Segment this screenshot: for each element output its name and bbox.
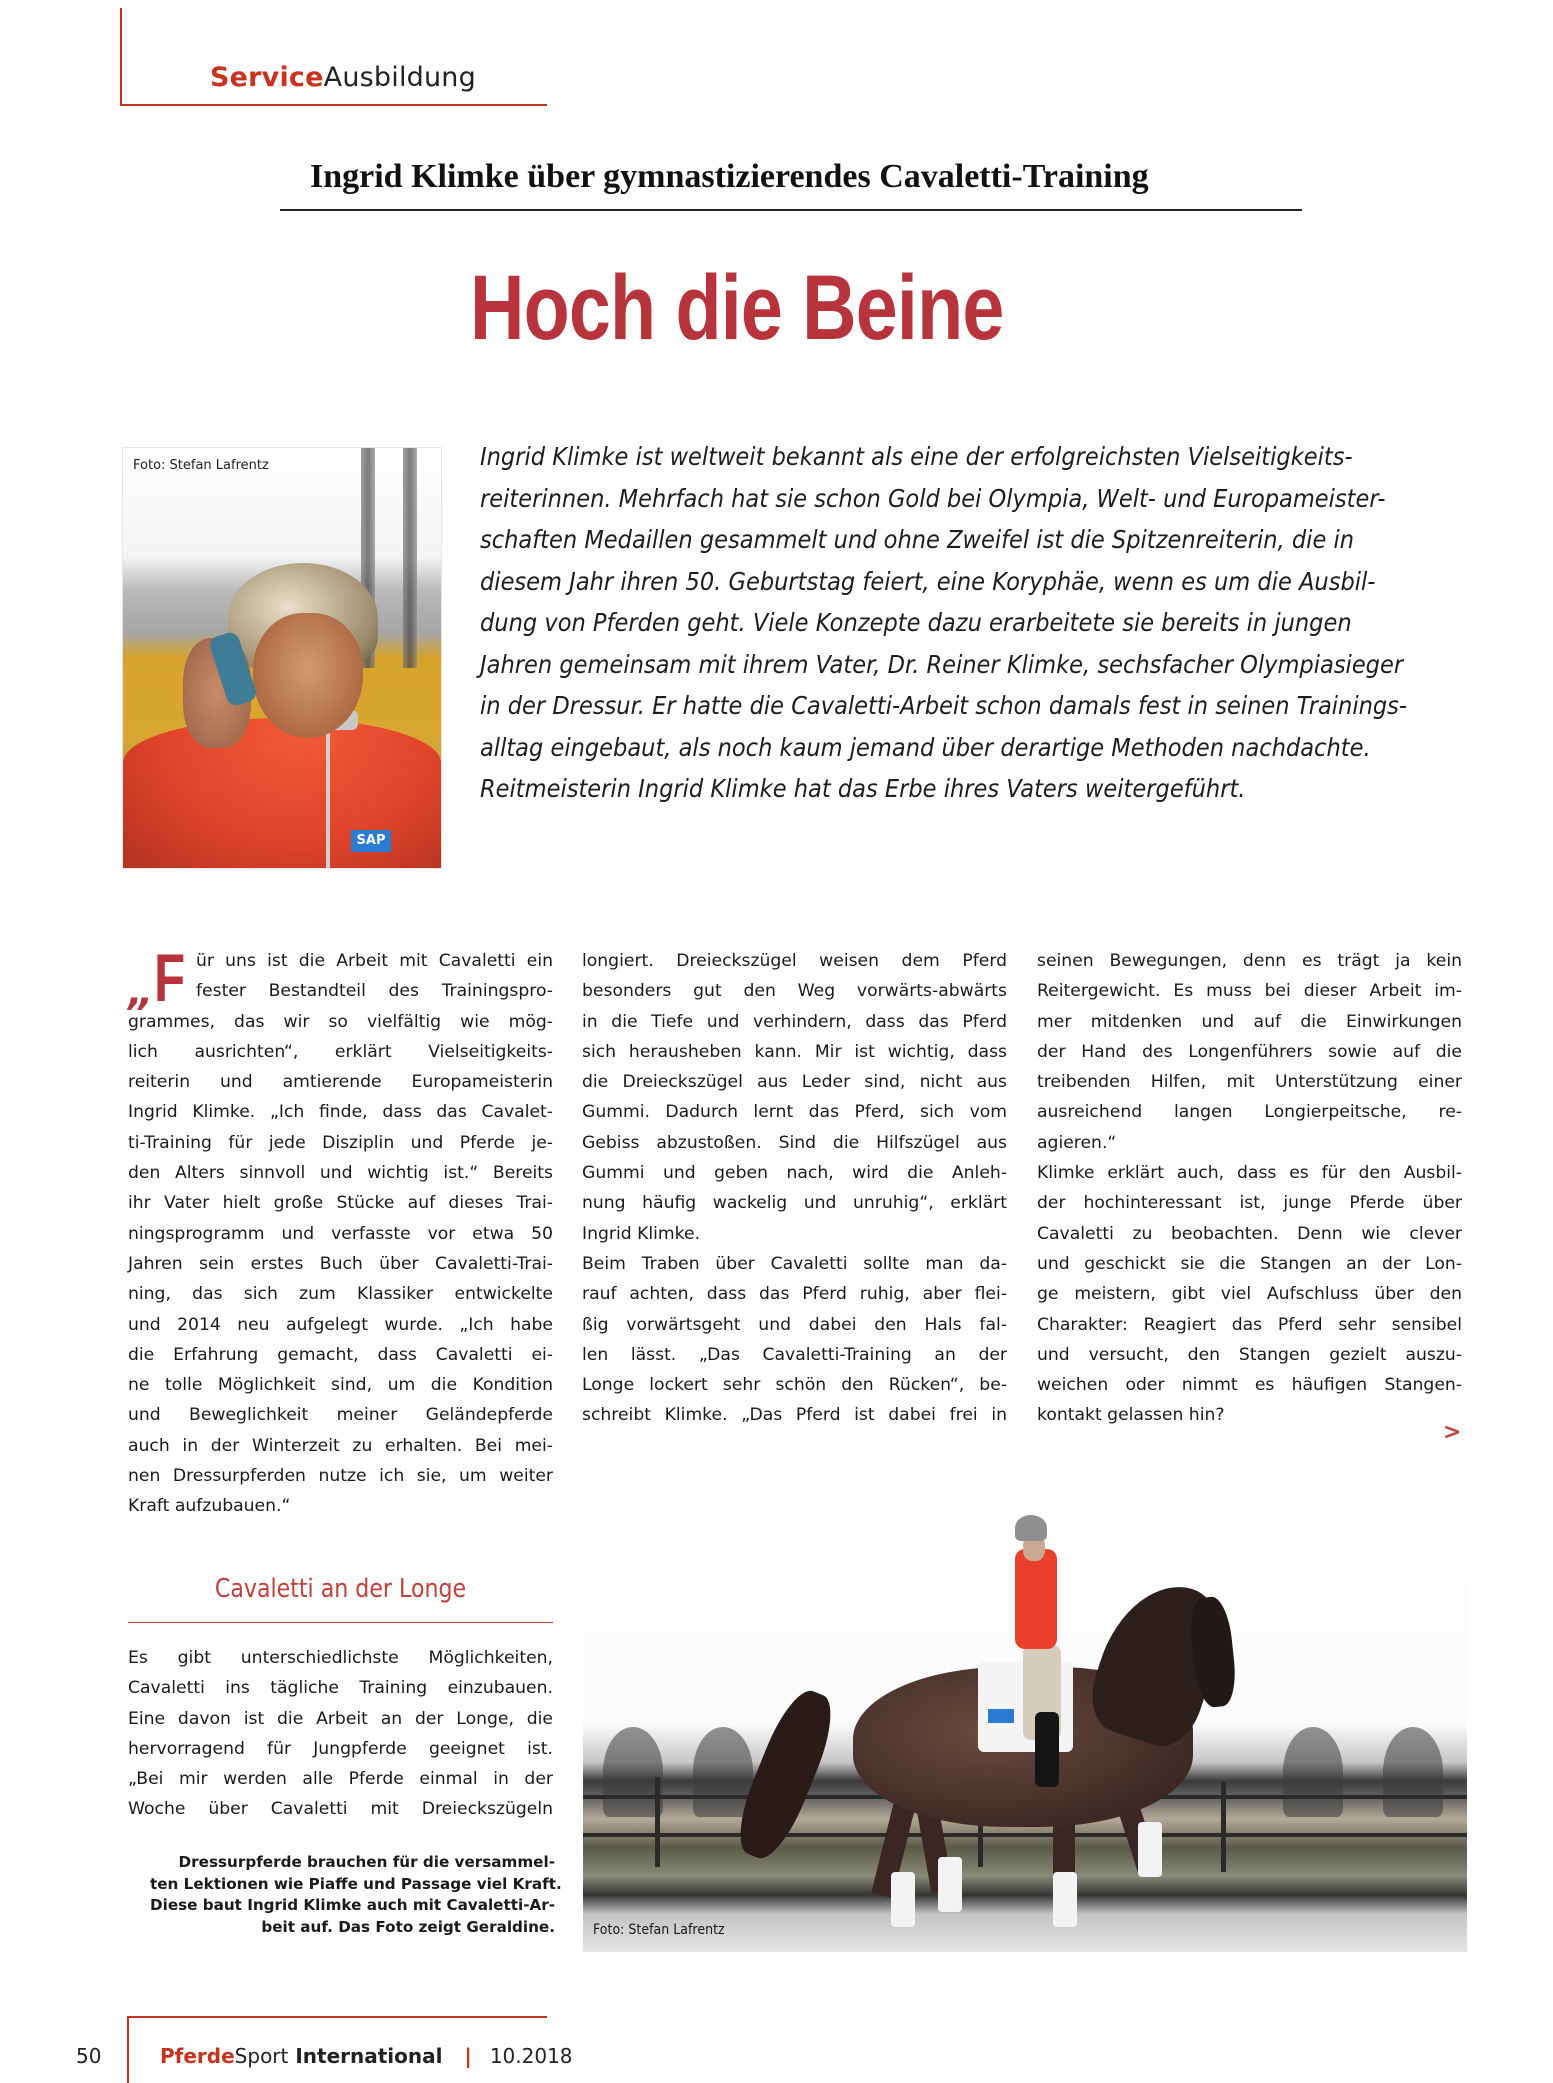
- body-line: Gummi und geben nach, wird die Anleh-: [582, 1163, 1007, 1184]
- intro-line: diesem Jahr ihren 50. Geburtstag feiert, eine Koryphäe, wenn es um die Ausbil-: [480, 566, 1376, 596]
- tree: [693, 1727, 753, 1817]
- section-label-bold: Service: [210, 62, 324, 93]
- publication-name-part1: Pferde: [160, 2044, 235, 2068]
- tree: [603, 1727, 663, 1817]
- subheading-rule: [128, 1622, 553, 1623]
- intro-line: schaften Medaillen gesammelt und ohne Zweifel ist die Spitzenreiterin, die in: [480, 525, 1355, 554]
- rider-boot: [1035, 1712, 1059, 1787]
- sap-logo: SAP: [351, 830, 391, 852]
- body-line: len lässt. „Das Cavaletti-Training an der: [582, 1344, 1007, 1365]
- fence-post: [655, 1777, 660, 1867]
- intro-paragraph: [480, 436, 1408, 810]
- body-line: Kraft aufzubauen.“: [128, 1496, 291, 1517]
- body-line: Cavaletti ins tägliche Training einzubauen.: [128, 1678, 553, 1699]
- tree: [1383, 1727, 1443, 1817]
- column-1: [128, 940, 553, 1522]
- body-line: die Dreieckszügel aus Leder sind, nicht aus: [582, 1072, 1007, 1093]
- column-2: [582, 946, 1007, 1431]
- body-line: den Alters sinnvoll und wichtig ist.“ Bereits: [128, 1163, 553, 1184]
- footer-rule-vertical: [127, 2016, 129, 2083]
- leg-bandage: [938, 1857, 962, 1912]
- footer-separator: |: [464, 2044, 472, 2068]
- body-line: ti-Training für jede Disziplin und Pferde je-: [128, 1132, 553, 1153]
- body-line: nung häufig wackelig und unruhig“, erklärt: [582, 1193, 1007, 1214]
- body-line: Es gibt unterschiedlichste Möglichkeiten,: [128, 1648, 553, 1668]
- body-line: und Beweglichkeit meiner Geländepferde: [128, 1405, 553, 1426]
- footer-rule-horizontal: [127, 2016, 547, 2018]
- drop-cap-letter: F: [154, 940, 186, 1016]
- fence-rail: [583, 1833, 1467, 1837]
- body-line: auch in der Winterzeit zu erhalten. Bei mei-: [128, 1435, 553, 1456]
- body-line: Klimke erklärt auch, dass es für den Ausbil-: [1037, 1163, 1462, 1184]
- fence-post: [1221, 1782, 1226, 1872]
- caption-line: Diese baut Ingrid Klimke auch mit Cavaletti-Ar-: [150, 1896, 556, 1914]
- body-line: hervorragend für Jungpferde geeignet ist.: [128, 1738, 553, 1759]
- portrait-photo: [122, 447, 442, 869]
- body-line: grammes, das wir so vielfältig wie mög-: [128, 1011, 553, 1032]
- section-rule-horizontal: [120, 104, 547, 106]
- body-line: Gebiss abzustoßen. Sind die Hilfszügel aus: [582, 1132, 1007, 1153]
- body-line: „Bei mir werden alle Pferde einmal in der: [128, 1769, 553, 1790]
- body-line: kontakt gelassen hin?: [1037, 1405, 1225, 1426]
- caption-line: beit auf. Das Foto zeigt Geraldine.: [261, 1917, 555, 1936]
- body-line: Charakter: Reagiert das Pferd sehr sensibel: [1037, 1314, 1462, 1335]
- body-line: ür uns ist die Arbeit mit Cavaletti ein: [196, 951, 553, 971]
- body-line: rauf achten, dass das Pferd ruhig, aber flei-: [582, 1284, 1007, 1305]
- caption-line: Dressurpferde brauchen für die versammel-: [178, 1853, 555, 1871]
- jacket-zip: [326, 723, 330, 868]
- body-line: Jahren sein erstes Buch über Cavaletti-Trai-: [128, 1253, 553, 1274]
- body-line: fester Bestandteil des Trainingspro-: [196, 981, 553, 1002]
- body-line: und geschickt sie die Stangen an der Lon-: [1037, 1253, 1462, 1274]
- page-number: 50: [76, 2044, 102, 2068]
- intro-line: reiterinnen. Mehrfach hat sie schon Gold bei Olympia, Welt- und Europameister-: [480, 483, 1386, 513]
- horse-photo: [583, 1477, 1467, 1952]
- drop-cap-quote: „: [128, 969, 154, 1015]
- intro-line: Ingrid Klimke ist weltweit bekannt als eine der erfolgreichsten Vielseitigkeits-: [480, 442, 1353, 471]
- background-pillar: [403, 448, 417, 668]
- body-line: seinen Bewegungen, denn es trägt ja kein: [1037, 951, 1462, 971]
- body-line: ausreichend langen Longierpeitsche, re-: [1037, 1102, 1462, 1123]
- caption-line: ten Lektionen wie Piaffe und Passage viel Kraft.: [150, 1874, 562, 1893]
- section-label: [210, 62, 476, 93]
- body-line: ihr Vater hielt große Stücke auf dieses Trai-: [128, 1193, 553, 1214]
- leg-bandage: [1138, 1822, 1162, 1877]
- body-line: Longe lockert sehr schön den Rücken“, be-: [582, 1375, 1007, 1396]
- publication-name-part2: Sport: [234, 2044, 289, 2068]
- body-line: der hochinteressant ist, junge Pferde über: [1037, 1193, 1462, 1214]
- rider-helmet: [1015, 1515, 1047, 1541]
- issue-date: 10.2018: [489, 2044, 573, 2068]
- body-line: ningsprogramm und verfasste vor etwa 50: [128, 1223, 553, 1244]
- photo-credit: Foto: Stefan Lafrentz: [133, 458, 269, 473]
- publication-footer: [160, 2044, 573, 2068]
- column-1-continued: [128, 1643, 553, 1825]
- headline: Hoch die Beine: [470, 257, 1004, 359]
- photo-caption: [150, 1852, 562, 1938]
- body-line: ning, das sich zum Klassiker entwickelte: [128, 1284, 553, 1305]
- body-line: Reitergewicht. Es muss bei dieser Arbeit im-: [1037, 981, 1462, 1002]
- body-line: Gummi. Dadurch lernt das Pferd, sich vom: [582, 1102, 1007, 1123]
- face: [253, 613, 363, 738]
- body-line: Ingrid Klimke.: [582, 1223, 701, 1244]
- tree: [1283, 1727, 1343, 1817]
- body-line: besonders gut den Weg vorwärts-abwärts: [582, 981, 1007, 1002]
- body-line: der Hand des Longenführers sowie auf die: [1037, 1041, 1462, 1062]
- subheading: Cavaletti an der Longe: [214, 1574, 467, 1604]
- kicker-rule: [280, 209, 1302, 211]
- intro-line: in der Dressur. Er hatte die Cavaletti-Arbeit schon damals fest in seinen Trainings-: [480, 691, 1408, 720]
- intro-line: dung von Pferden geht. Viele Konzepte dazu erarbeitete sie bereits in jungen: [480, 608, 1352, 637]
- body-line: Beim Traben über Cavaletti sollte man da-: [582, 1253, 1007, 1274]
- leg-bandage: [891, 1872, 915, 1927]
- intro-line: Jahren gemeinsam mit ihrem Vater, Dr. Reiner Klimke, sechsfacher Olympiasieger: [480, 649, 1404, 679]
- section-rule-vertical: [120, 8, 122, 105]
- column-3: [1037, 946, 1462, 1431]
- body-line: die Erfahrung gemacht, dass Cavaletti ei-: [128, 1344, 553, 1365]
- intro-line: Reitmeisterin Ingrid Klimke hat das Erbe ihres Vaters weitergeführt.: [480, 774, 1246, 803]
- body-line: Eine davon ist die Arbeit an der Longe, die: [128, 1708, 553, 1729]
- body-line: treibenden Hilfen, mit Unterstützung einer: [1037, 1072, 1462, 1093]
- body-line: und 2014 neu aufgelegt wurde. „Ich habe: [128, 1314, 553, 1335]
- body-line: weichen oder nimmt es häufigen Stangen-: [1037, 1375, 1462, 1396]
- body-line: Cavaletti zu beobachten. Denn wie clever: [1037, 1223, 1462, 1244]
- sap-logo: [988, 1709, 1014, 1723]
- red-jacket: [123, 718, 441, 868]
- body-line: mer mitdenken und auf die Einwirkungen: [1037, 1011, 1462, 1032]
- intro-line: alltag eingebaut, als noch kaum jemand über derartige Methoden nachdachte.: [480, 732, 1371, 762]
- body-line: lich ausrichten“, erklärt Vielseitigkeits-: [128, 1041, 553, 1062]
- body-line: ne tolle Möglichkeit sind, um die Kondition: [128, 1375, 553, 1396]
- body-line: und versucht, den Stangen gezielt auszu-: [1037, 1344, 1462, 1365]
- body-line: longiert. Dreieckszügel weisen dem Pferd: [582, 951, 1007, 971]
- body-line: ge meistern, gibt viel Aufschluss über den: [1037, 1284, 1462, 1305]
- body-line: ßig vorwärtsgeht und dabei den Hals fal-: [582, 1314, 1007, 1335]
- body-line: nen Dressurpferden nutze ich sie, um weiter: [128, 1466, 553, 1487]
- body-line: schreibt Klimke. „Das Pferd ist dabei frei in: [582, 1405, 1007, 1426]
- leg-bandage: [1053, 1872, 1077, 1927]
- body-line: in die Tiefe und verhindern, dass das Pferd: [582, 1011, 1007, 1032]
- kicker: Ingrid Klimke über gymnastizierendes Cavaletti-Training: [310, 158, 1149, 195]
- photo-credit: Foto: Stefan Lafrentz: [593, 1922, 725, 1938]
- body-line: agieren.“: [1037, 1132, 1117, 1153]
- body-line: reiterin und amtierende Europameisterin: [128, 1072, 553, 1093]
- body-line: Woche über Cavaletti mit Dreieckszügeln: [128, 1799, 553, 1820]
- publication-name-part3: International: [288, 2044, 443, 2068]
- rider-jacket: [1015, 1549, 1057, 1649]
- body-line: sich herausheben kann. Mir ist wichtig, dass: [582, 1041, 1007, 1062]
- section-label-light: Ausbildung: [323, 62, 476, 93]
- continue-arrow-icon: >: [1443, 1420, 1462, 1445]
- body-line: Ingrid Klimke. „Ich finde, dass das Cavalet-: [128, 1102, 553, 1123]
